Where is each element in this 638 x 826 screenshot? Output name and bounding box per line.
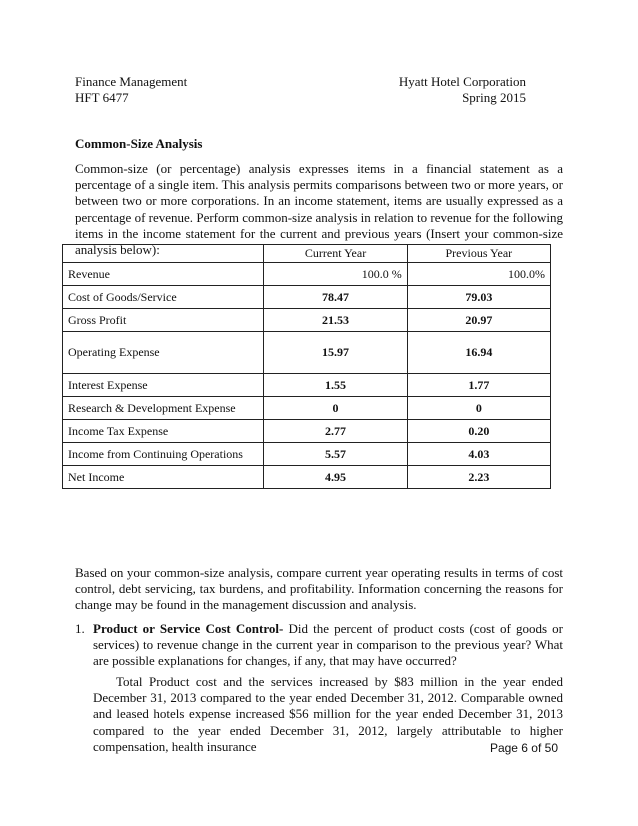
table-header-previous: Previous Year: [407, 245, 550, 263]
table-header-blank: [63, 245, 264, 263]
table-row: [63, 332, 551, 374]
course-name: Finance Management: [75, 74, 188, 89]
common-size-table: [62, 244, 551, 489]
table-row: [63, 466, 551, 489]
analysis-intro: Based on your common-size analysis, compare current year operating results in terms of cost control, debt servicing, tax burdens, and profitability. Information concerning the reasons for change may be found in the management discussion and analysis.: [75, 565, 563, 613]
table-row: [63, 286, 551, 309]
row-current: 0: [264, 397, 407, 420]
row-current: 4.95: [264, 466, 407, 489]
row-previous: 1.77: [407, 374, 550, 397]
section-title: Common-Size Analysis: [75, 136, 203, 151]
question-text: Did the percent of product costs (cost of goods or services) to revenue change in the current year in comparison to the previous year? What are possible explanations for changes, if any, that may have occurred?: [93, 621, 563, 669]
row-previous: 2.23: [407, 466, 550, 489]
row-current: 15.97: [264, 332, 407, 374]
question-number: 1.: [75, 621, 85, 636]
row-current: 100.0 %: [264, 263, 407, 286]
row-previous: 20.97: [407, 309, 550, 332]
row-label: Gross Profit: [63, 309, 264, 332]
row-previous: 16.94: [407, 332, 550, 374]
row-label: Operating Expense: [63, 332, 264, 374]
row-label: Research & Development Expense: [63, 397, 264, 420]
header-right: [399, 74, 526, 106]
table-row: [63, 420, 551, 443]
table-header-row: [63, 245, 551, 263]
row-label: Cost of Goods/Service: [63, 286, 264, 309]
course-code: HFT 6477: [75, 90, 129, 105]
row-label: Income from Continuing Operations: [63, 443, 264, 466]
row-label: Income Tax Expense: [63, 420, 264, 443]
table-row: [63, 374, 551, 397]
row-previous: 4.03: [407, 443, 550, 466]
row-previous: 100.0%: [407, 263, 550, 286]
row-current: 78.47: [264, 286, 407, 309]
row-current: 21.53: [264, 309, 407, 332]
table-row: [63, 263, 551, 286]
answer-paragraph: Total Product cost and the services increased by $83 million in the year ended December 31, 2013 compared to the year ended December 31, 2012. Comparable owned and leased hotels expense increased $56 million for the year ended December 31, 2013 compared to the year ended December 31, 2012, largely attributable to higher compensation, health insurance: [93, 674, 563, 754]
intro-paragraph: Common-size (or percentage) analysis expresses items in a financial statement as a percentage of a single item. This analysis permits comparisons between two or more years, or between two or more corporations. In an income statement, items are usually expressed as a percentage of revenue. Perform common-size analysis in relation to revenue for the following items in the income statement for the current and previous years (Insert your common-size analysis below):: [75, 161, 563, 258]
row-label: Revenue: [63, 263, 264, 286]
row-previous: 79.03: [407, 286, 550, 309]
row-previous: 0.20: [407, 420, 550, 443]
table-row: [63, 309, 551, 332]
row-current: 5.57: [264, 443, 407, 466]
question-item: [75, 621, 563, 670]
row-label: Net Income: [63, 466, 264, 489]
table-row: [63, 443, 551, 466]
row-current: 1.55: [264, 374, 407, 397]
row-label: Interest Expense: [63, 374, 264, 397]
row-current: 2.77: [264, 420, 407, 443]
row-previous: 0: [407, 397, 550, 420]
company-name: Hyatt Hotel Corporation: [398, 74, 526, 89]
header-left: [75, 74, 187, 106]
page-number: Page 6 of 50: [489, 741, 558, 755]
question-body: [93, 621, 563, 670]
question-title: Product or Service Cost Control-: [93, 621, 284, 636]
table-row: [63, 397, 551, 420]
table-header-current: Current Year: [264, 245, 407, 263]
term: Spring 2015: [462, 90, 526, 105]
